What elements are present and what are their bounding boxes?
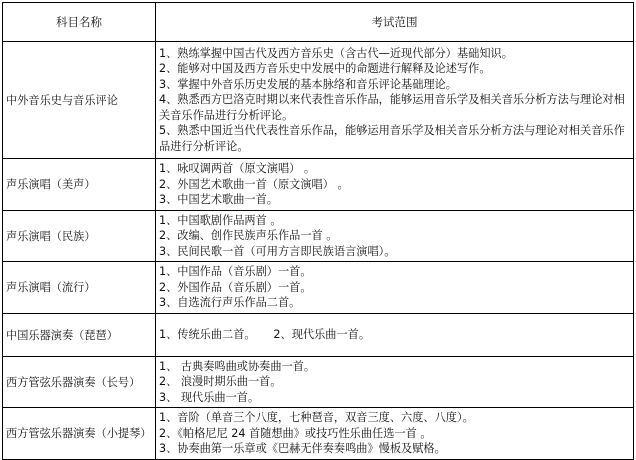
subject-column-header: 科目名称 (3, 3, 156, 42)
table-row (3, 262, 634, 314)
scope-line: 2、改编、创作民族声乐作品一首 。 (159, 229, 338, 242)
scope-cell (156, 159, 634, 211)
subject-cell: 声乐演唱（民族） (3, 210, 156, 262)
table-row (3, 408, 634, 460)
scope-cell (156, 408, 634, 460)
subject-cell: 中国乐器演奏（琵琶） (3, 313, 156, 356)
scope-column-header: 考试范围 (156, 3, 634, 42)
scope-line: 2、《帕格尼尼 24 首随想曲》或技巧性乐曲任选一首 。 (159, 426, 432, 440)
scope-line: 3、民间民歌一首（可用方言即民族语言演唱）。 (159, 244, 396, 258)
scope-line: 2、外国艺术歌曲一首（原文演唱） 。 (159, 177, 349, 191)
scope-line: 4、熟悉西方巴洛克时期以来代表性音乐作品，能够运用音乐学及相关音乐分析方法与理论对相关音乐作品进行分析评论。 (159, 93, 625, 122)
table-row (3, 313, 634, 356)
subject-cell: 声乐演唱（流行） (3, 262, 156, 314)
subject-cell: 西方管弦乐器演奏（长号） (3, 356, 156, 408)
scope-cell (156, 356, 634, 408)
table-row (3, 159, 634, 211)
scope-line: 2、能够对中国及西方音乐史中发展中的命题进行解释及论述写作。 (159, 62, 491, 76)
scope-cell (156, 262, 634, 314)
scope-line: 2、外国作品（音乐剧）一首。 (159, 280, 312, 294)
exam-scope-table (2, 2, 634, 460)
subject-cell: 西方管弦乐器演奏（小提琴） (3, 408, 156, 460)
subject-cell: 声乐演唱（美声） (3, 159, 156, 211)
scope-cell (156, 42, 634, 159)
scope-line: 1、咏叹调两首（原文演唱） 。 (159, 162, 316, 175)
scope-line: 3、掌握中外音乐历史发展的基本脉络和音乐评论基础理论。 (159, 77, 457, 91)
scope-line: 1、中国作品（音乐剧）一首。 (159, 265, 312, 278)
scope-line: 1、 古典奏鸣曲或协奏曲一首。 (159, 359, 316, 373)
scope-cell (156, 313, 634, 356)
table-row (3, 210, 634, 262)
scope-line: 1、中国歌剧作品两首 。 (159, 213, 282, 227)
scope-line: 3、中国艺术歌曲一首。 (159, 193, 278, 206)
table-row (3, 356, 634, 408)
scope-line: 1、音阶（单音三个八度，七种琶音，双音三度、六度、八度）。 (159, 411, 474, 424)
table-row (3, 42, 634, 159)
scope-line: 5、熟悉中国近当代代表性音乐作品，能够运用音乐学及相关音乐分析方法与理论对相关音乐作品进行分析评论。 (159, 124, 625, 153)
scope-line: 3、协奏曲第一乐章或《巴赫无伴奏奏鸣曲》慢板及赋格。 (159, 442, 446, 455)
scope-line: 3、自选流行声乐作品二首。 (159, 296, 301, 309)
scope-line: 2、 浪漫时期乐曲一首。 (159, 375, 282, 388)
subject-cell: 中外音乐史与音乐评论 (3, 42, 156, 159)
scope-line: 1、传统乐曲二首。 2、现代乐曲一首。 (159, 327, 371, 341)
scope-line: 3、 现代乐曲一首。 (159, 390, 260, 404)
scope-cell (156, 210, 634, 262)
table-header-row (3, 3, 634, 42)
scope-line: 1、熟练掌握中国古代及西方音乐史（含古代—近现代部分）基础知识。 (159, 46, 513, 60)
